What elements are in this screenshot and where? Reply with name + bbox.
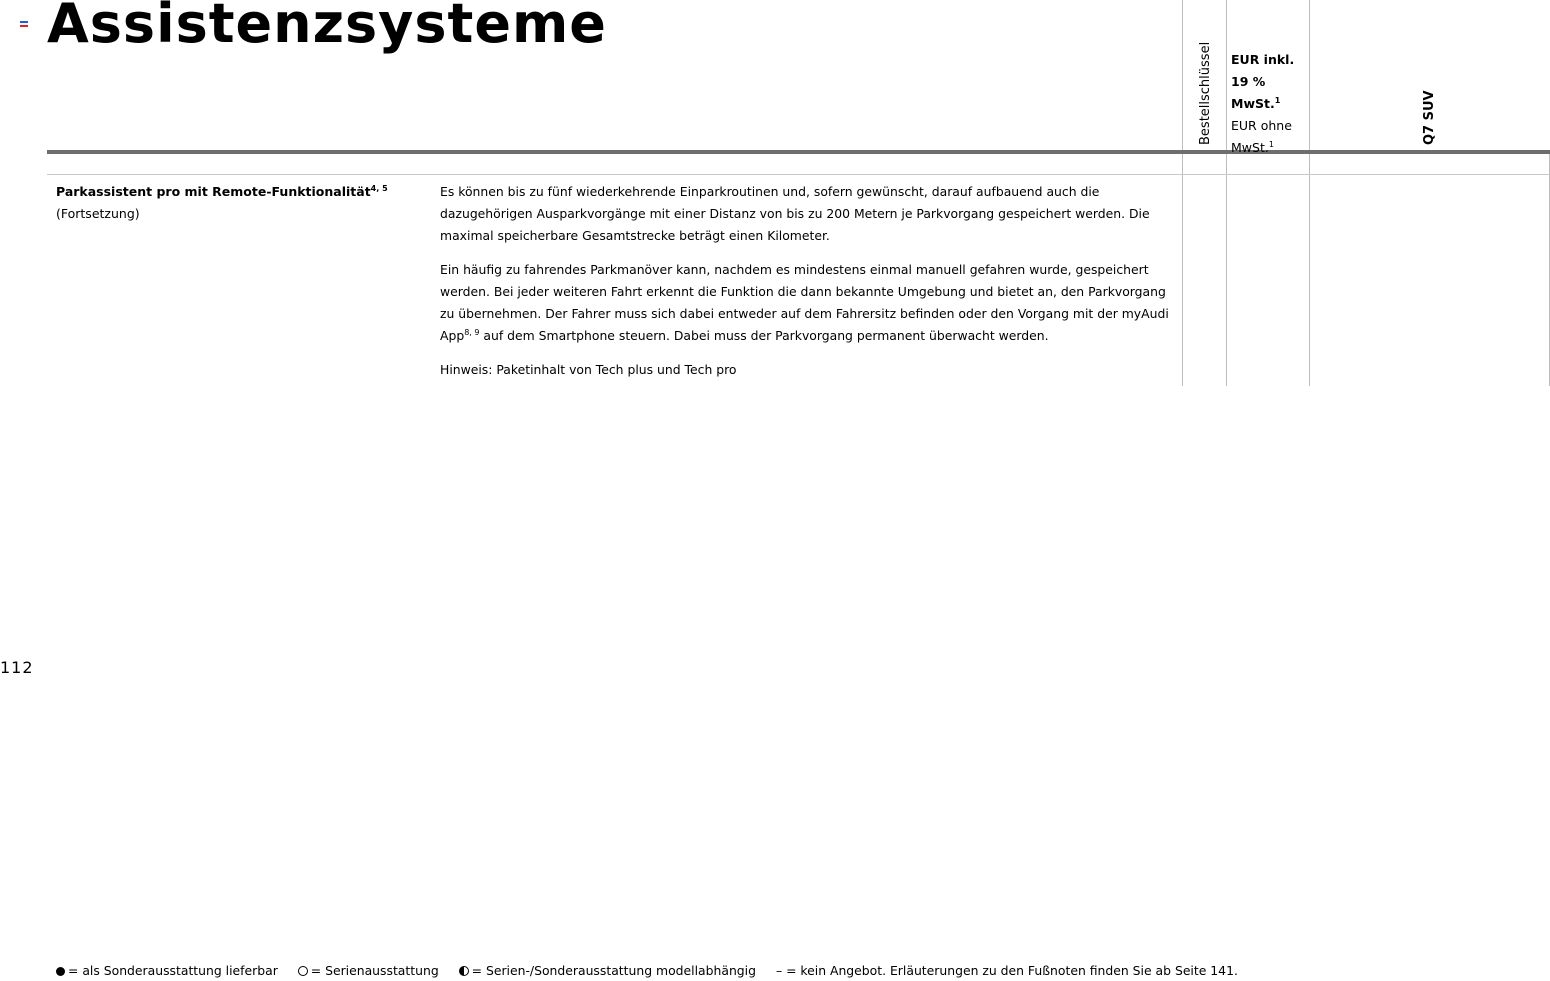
column-header-model: Q7 SUV xyxy=(1422,90,1437,145)
column-header-order-key: Bestellschlüssel xyxy=(1198,41,1213,145)
feature-name-cell xyxy=(56,181,426,225)
header-rule xyxy=(47,150,1550,154)
feature-title: Parkassistent pro mit Remote-Funktionalität$^{4, 5}$ xyxy=(56,183,388,199)
page-number: 112 xyxy=(0,658,34,677)
feature-subtitle: (Fortsetzung) xyxy=(56,206,140,221)
legend xyxy=(56,961,1536,981)
column-divider-2 xyxy=(1226,0,1227,386)
legend-none: – = kein Angebot. Erläuterungen zu den Fußnoten finden Sie ab Seite 141. xyxy=(775,963,1238,978)
flag-icon xyxy=(20,21,28,27)
column-divider-3 xyxy=(1309,0,1310,386)
filled-circle-icon xyxy=(56,967,65,976)
column-header-price: EUR inkl. 19 % MwSt.$^1$ EUR ohne MwSt.$^1$ xyxy=(1231,52,1295,155)
description-note: Hinweis: Paketinhalt von Tech plus und Tech pro xyxy=(440,362,737,377)
description-paragraph-2: Ein häufig zu fahrendes Parkmanöver kann, nachdem es mindestens einmal manuell gefahren wurde, gespeichert werden. Bei jeder weiteren Fahrt erkennt die Funktion die dann bekannte Umgebung und bietet an, den Parkvorgang zu übernehmen. Der Fahrer muss sich dabei entweder auf dem Fahrersitz befinden oder den Vorgang mit der myAudi App$^{8, 9}$ auf dem Smartphone steuern. Dabei muss der Parkvorgang permanent überwacht werden. xyxy=(440,262,1169,343)
legend-standard: = Serienausstattung xyxy=(298,963,447,978)
half-circle-icon xyxy=(459,966,469,976)
empty-circle-icon xyxy=(298,966,308,976)
row-rule xyxy=(47,174,1550,175)
description-paragraph-1: Es können bis zu fünf wiederkehrende Einparkroutinen und, sofern gewünscht, darauf aufbauend auch die dazugehörigen Ausparkvorgänge mit einer Distanz von bis zu 200 Metern je Parkvorgang gespeichert werden. Die maximal speicherbare Gesamtstrecke beträgt einen Kilometer. xyxy=(440,184,1150,243)
legend-optional: = als Sonderausstattung lieferbar xyxy=(56,963,286,978)
column-divider-1 xyxy=(1182,0,1183,386)
page-title: Assistenzsysteme xyxy=(47,0,607,55)
legend-model-dependent: = Serien-/Sonderausstattung modellabhängig xyxy=(459,963,764,978)
feature-description xyxy=(440,181,1175,393)
